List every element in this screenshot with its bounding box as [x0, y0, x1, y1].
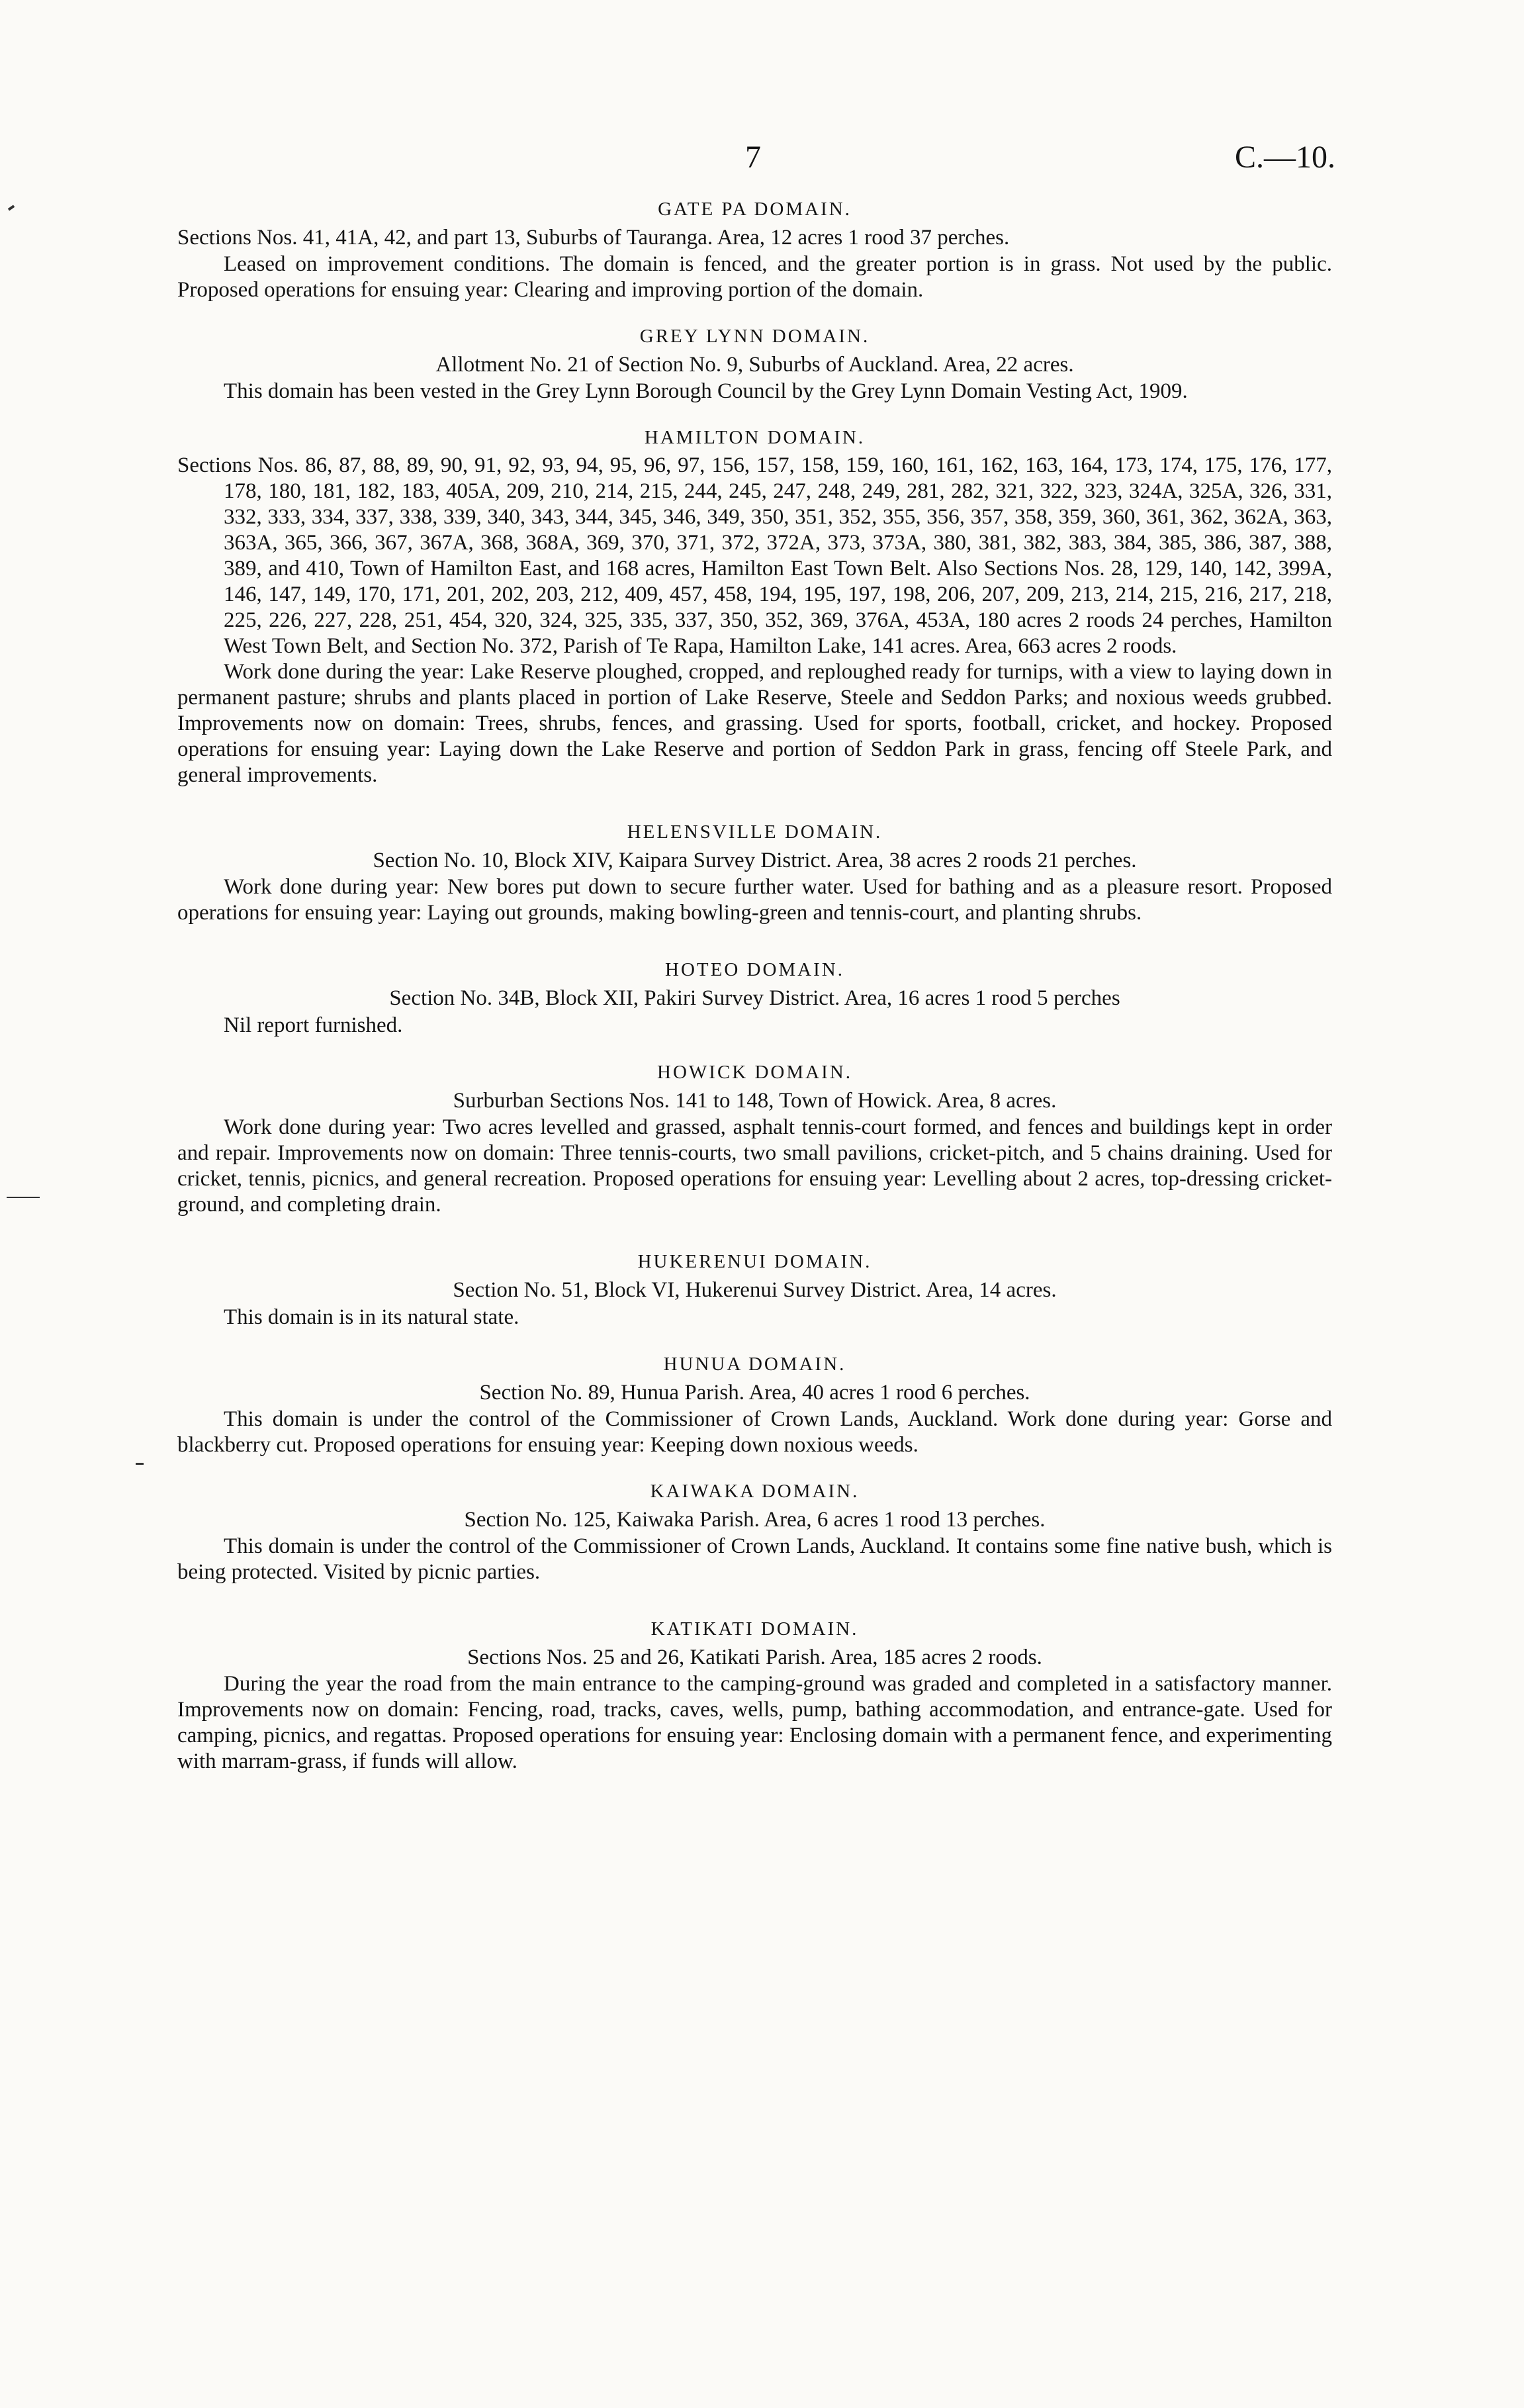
section-heading: HUKERENUI DOMAIN. — [637, 1251, 872, 1272]
page-number: 7 — [745, 140, 761, 175]
grey-lynn-domain — [177, 326, 1332, 404]
section-details: Sections Nos. 41, 41A, 42, and part 13, Suburbs of Tauranga. Area, 12 acres 1 rood 37 perches. — [177, 226, 1010, 250]
section-text: During the year the road from the main entrance to the camping-ground was graded and completed in a satisfactory manner. Improvements now on domain: Fencing, road, tracks, caves, wells, pump, bathing accommodation, and entrance-gate. Used for camping, picnics, and regattas. Proposed operations for ensuing year: Enclosing domain with a permanent fence, and experimenting with marram-grass, if funds will allow. — [177, 1672, 1332, 1773]
section-heading: HAMILTON DOMAIN. — [644, 427, 866, 448]
section-details: Section No. 51, Block VI, Hukerenui Survey District. Area, 14 acres. — [453, 1278, 1057, 1302]
section-text: Leased on improvement conditions. The domain is fenced, and the greater portion is in grass. Not used by the public. Proposed operations for ensuing year: Clearing and improving portion of the domain. — [177, 252, 1332, 302]
katikati-domain — [177, 1618, 1332, 1775]
section-details: Sections Nos. 25 and 26, Katikati Parish. Area, 185 acres 2 roods. — [467, 1645, 1042, 1669]
hukerenui-domain — [177, 1251, 1332, 1331]
section-text: This domain is under the control of the Commissioner of Crown Lands, Auckland. Work done during year: Gorse and blackberry cut. Proposed operations for ensuing year: Keeping down noxious weeds. — [177, 1407, 1332, 1457]
section-heading: HUNUA DOMAIN. — [663, 1354, 846, 1375]
section-details: Section No. 10, Block XIV, Kaipara Survey District. Area, 38 acres 2 roods 21 perches. — [373, 849, 1137, 872]
section-details: Sections Nos. 86, 87, 88, 89, 90, 91, 92, 93, 94, 95, 96, 97, 156, 157, 158, 159, 160, 161, 162, 163, 164, 173, 174, 175, 176, 177, 178, 180, 181, 182, 183, 405A, 209, 210, 214, 215, 244, 245, 247, 248, 249, 281, 282, 321, 322, 323, 324A, 325A, 326, 331, 332, 333, 334, 337, 338, 339, 340, 343, 344, 345, 346, 349, 350, 351, 352, 355, 356, 357, 358, 359, 360, 361, 362, 362A, 363, 363A, 365, 366, 367, 367A, 368, 368A, 369, 370, 371, 372, 372A, 373, 373A, 380, 381, 382, 383, 384, 385, 386, 387, 388, 389, and 410, Town of Hamilton East, and 168 acres, Hamilton East Town Belt. Also Sections Nos. 28, 129, 140, 142, 399A, 146, 147, 149, 170, 171, 201, 202, 203, 212, 409, 457, 458, 194, 195, 197, 198, 206, 207, 209, 213, 214, 215, 216, 217, 218, 225, 226, 227, 228, 251, 454, 320, 324, 325, 335, 337, 350, 352, 369, 376A, 453A, 180 acres 2 roods 24 perches, Hamilton West Town Belt, and Section No. 372, Parish of Te Rapa, Hamilton Lake, 141 acres. Area, 663 acres 2 roods. — [177, 453, 1332, 658]
hoteo-domain — [177, 959, 1332, 1039]
section-heading: HOWICK DOMAIN. — [657, 1062, 852, 1083]
hunua-domain — [177, 1354, 1332, 1458]
section-details: Section No. 34B, Block XII, Pakiri Survey District. Area, 16 acres 1 rood 5 perches — [389, 986, 1120, 1010]
section-text: This domain is under the control of the Commissioner of Crown Lands, Auckland. It contains some fine native bush, which is being protected. Visited by picnic parties. — [177, 1534, 1332, 1584]
section-text: This domain has been vested in the Grey Lynn Borough Council by the Grey Lynn Domain Vesting Act, 1909. — [224, 379, 1188, 403]
section-details: Allotment No. 21 of Section No. 9, Suburbs of Auckland. Area, 22 acres. — [435, 353, 1074, 377]
section-heading: HOTEO DOMAIN. — [665, 959, 844, 980]
section-heading: HELENSVILLE DOMAIN. — [627, 821, 883, 843]
section-heading: KAIWAKA DOMAIN. — [650, 1481, 860, 1502]
section-details: Surburban Sections Nos. 141 to 148, Town of Howick. Area, 8 acres. — [453, 1089, 1057, 1113]
section-text: This domain is in its natural state. — [224, 1305, 519, 1329]
howick-domain — [177, 1062, 1332, 1218]
hamilton-domain — [177, 427, 1332, 788]
margin-mark — [8, 205, 15, 210]
section-text: Work done during the year: Lake Reserve ploughed, cropped, and reploughed ready for turnips, with a view to laying down in permanent pasture; shrubs and plants placed in portion of Lake Reserve, Steele and Seddon Parks; and noxious weeds grubbed. Improvements now on domain: Trees, shrubs, fences, and grassing. Used for sports, football, cricket, and hockey. Proposed operations for ensuing year: Laying down the Lake Reserve and portion of Seddon Park in grass, fencing off Steele Park, and general improvements. — [177, 660, 1332, 787]
section-text: Work done during year: New bores put down to secure further water. Used for bathing and as a pleasure resort. Proposed operations for ensuing year: Laying out grounds, making bowling-green and tennis-court, and planting shrubs. — [177, 875, 1332, 925]
document-code: C.—10. — [1234, 140, 1335, 175]
margin-mark — [7, 1197, 40, 1198]
kaiwaka-domain — [177, 1481, 1332, 1585]
section-heading: GREY LYNN DOMAIN. — [639, 326, 870, 347]
margin-mark — [136, 1463, 144, 1465]
document-body — [177, 199, 1332, 1775]
section-heading: GATE PA DOMAIN. — [658, 199, 852, 220]
section-text: Work done during year: Two acres levelled and grassed, asphalt tennis-court formed, and fences and buildings kept in order and repair. Improvements now on domain: Three tennis-courts, two small pavilions, cricket-pitch, and 5 chains draining. Used for cricket, tennis, picnics, and general recreation. Proposed operations for ensuing year: Levelling about 2 acres, top-dressing cricket-ground, and completing drain. — [177, 1115, 1332, 1217]
section-details: Section No. 89, Hunua Parish. Area, 40 acres 1 rood 6 perches. — [479, 1381, 1030, 1405]
section-text: Nil report furnished. — [224, 1013, 403, 1037]
gate-pa-domain — [177, 199, 1332, 303]
section-heading: KATIKATI DOMAIN. — [650, 1618, 859, 1640]
section-details: Section No. 125, Kaiwaka Parish. Area, 6 acres 1 rood 13 perches. — [464, 1508, 1046, 1532]
helensville-domain — [177, 821, 1332, 926]
